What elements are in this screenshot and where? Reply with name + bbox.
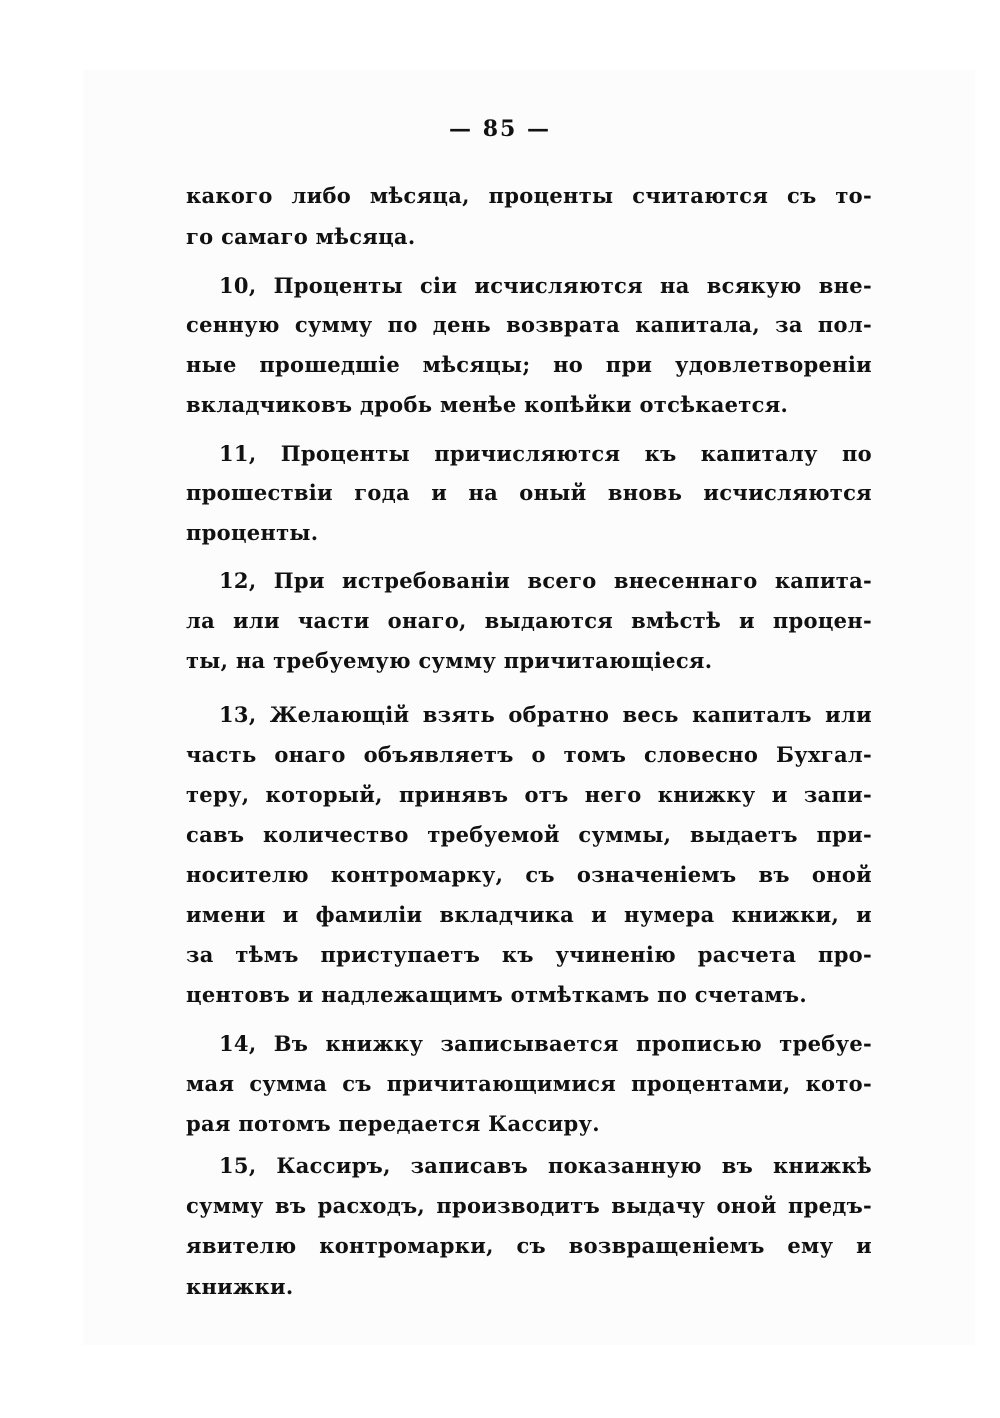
text-line: за тѣмъ приступаетъ къ учиненію расчета про-: [186, 942, 872, 967]
text-line: 12, При истребованіи всего внесеннаго капита-: [219, 568, 872, 593]
text-line: носителю контромарку, съ означеніемъ въ оной: [186, 862, 872, 887]
text-line: вкладчиковъ дробь менѣе копѣйки отсѣкается.: [186, 392, 789, 417]
text-line: 15, Кассиръ, записавъ показанную въ книжкѣ: [219, 1153, 872, 1178]
text-line: мая сумма съ причитающимися процентами, кото-: [186, 1071, 872, 1096]
text-line: ты, на требуемую сумму причитающіеся.: [186, 648, 713, 673]
text-line: центовъ и надлежащимъ отмѣткамъ по счетамъ.: [186, 982, 807, 1007]
text-line: 11, Проценты причисляются къ капиталу по: [219, 441, 872, 466]
text-line: проценты.: [186, 520, 319, 545]
text-line: 10, Проценты сіи исчисляются на всякую вне-: [219, 273, 872, 298]
text-line: прошествіи года и на оный вновь исчисляются: [186, 480, 872, 505]
text-line: часть онаго объявляетъ о томъ словесно Бухгал-: [186, 742, 872, 767]
text-line: теру, который, принявъ отъ него книжку и запи-: [186, 782, 872, 807]
text-line: сумму въ расходъ, производитъ выдачу оной предъ-: [186, 1193, 872, 1218]
text-line: го самаго мѣсяца.: [186, 224, 416, 249]
text-line: 14, Въ книжку записывается прописью требуе-: [219, 1031, 872, 1056]
text-line: 13, Желающій взять обратно весь капиталъ или: [219, 702, 872, 727]
text-line: ла или части онаго, выдаются вмѣстѣ и процен-: [186, 608, 872, 633]
text-line: какого либо мѣсяца, проценты считаются съ то-: [186, 183, 872, 208]
text-line: книжки.: [186, 1274, 294, 1299]
text-line: имени и фамиліи вкладчика и нумера книжки, и: [186, 902, 872, 927]
text-line: савъ количество требуемой суммы, выдаетъ при-: [186, 822, 872, 847]
text-line: сенную сумму по день возврата капитала, за пол-: [186, 312, 872, 337]
text-line: рая потомъ передается Кассиру.: [186, 1111, 600, 1136]
page-number-header: — 85 —: [449, 116, 551, 142]
text-line: ные прошедшіе мѣсяцы; но при удовлетвореніи: [186, 352, 872, 377]
text-line: явителю контромарки, съ возвращеніемъ ему и: [186, 1233, 872, 1258]
